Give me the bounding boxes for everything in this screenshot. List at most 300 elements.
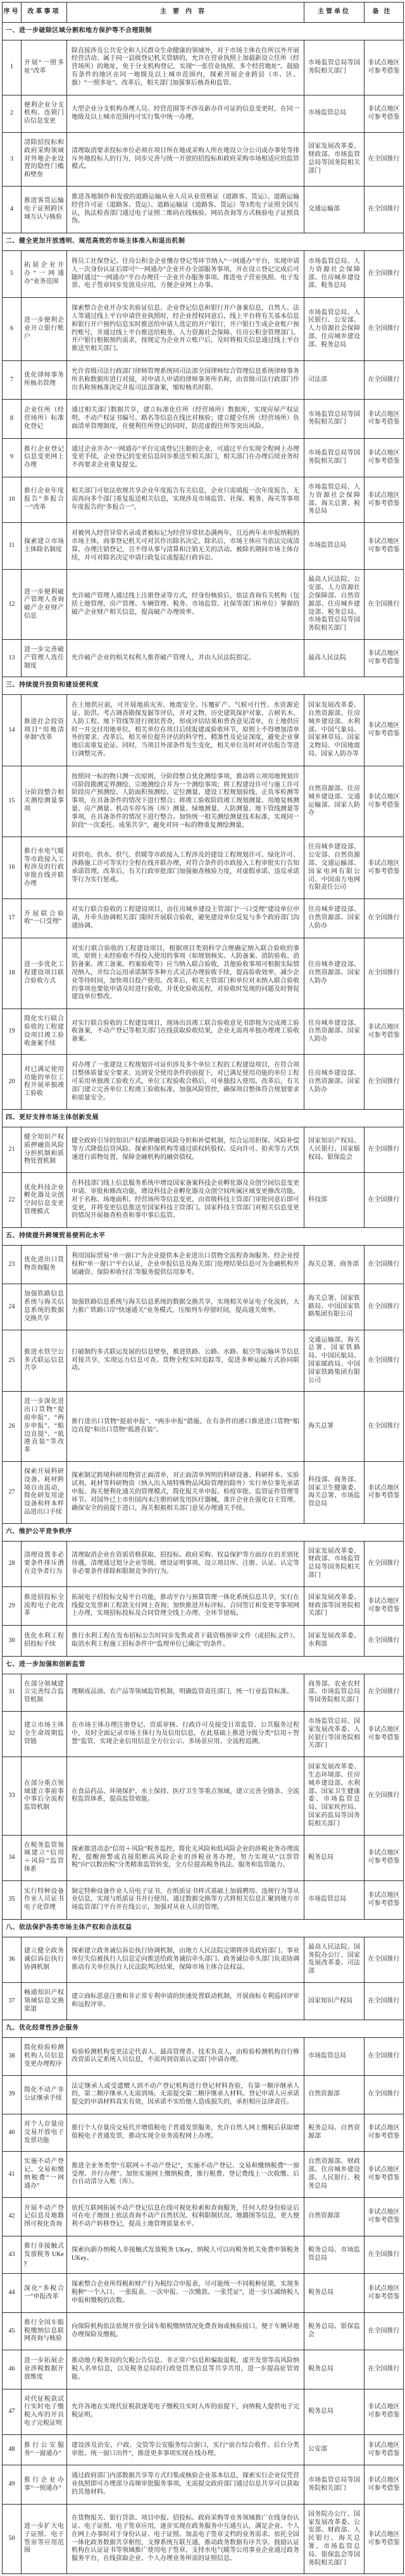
serial-number-cell: 7 (3, 360, 22, 399)
main-content-cell: 利用国际贸易“单一窗口”为企业提供本企业进出口货物全流程查询服务。经企业授权和“单一窗口”平台认证，企业申报信息及海关部门处理结果信息可为金融机构开展融资、保险和收付汇等服务提供信用参考。 (67, 1246, 304, 1284)
header-main-content: 主要内容 (67, 3, 304, 23)
responsible-unit-cell: 国家发展改革委、自然资源部、住房城乡建设部、水利部、中国气象局、国家林草局、国家文物局、中国地震局、国家人防办等 (304, 695, 364, 766)
reform-item-cell: 探索开展科研设备、耗材跨境自由流动，简化研发用途设备和样本样品进出口手续 (22, 1462, 67, 1524)
responsible-unit-cell: 市场监管总局等国务院相关部门 (304, 40, 364, 95)
main-content-cell: 推动地方税务局的欠税公告信息、非正常户信息和骗取退税、虚开发票等高风险纳税人名单信息，以及税务总局的行政处罚类信息等共享共用，进一步提高征管效能。 (67, 2350, 304, 2389)
table-row (3, 1757, 404, 1835)
responsible-unit-cell: 住房城乡建设部、自然资源部、国家人防办 (304, 899, 364, 938)
reform-item-cell: 简化实行联合验收的工程建设项目竣工验收备案手续 (22, 1009, 67, 1055)
responsible-unit-cell: 税务总局 (304, 1835, 364, 1880)
remarks-cell: 在全国推行 (364, 899, 404, 938)
reform-item-cell: 清理设置非必要条件排斥潜在竞争者行为 (22, 1541, 67, 1586)
responsible-unit-cell: 海关总署 (304, 1392, 364, 1462)
reform-item-cell: 开展联合验收“一口受理” (22, 899, 67, 938)
responsible-unit-cell: 市场监管总局、人力资源社会保障部、海关总署、税务总局 (304, 477, 364, 523)
main-content-cell: 健全政府引导的知识产权质押融资风险分担和补偿机制，综合运用担保、风险补偿等方式降低信贷风险。探索担保机构等通过质权转股权、反向许可、拍卖等方式快速进行质物处置，保障金融机构的融资债权。 (67, 1127, 304, 1173)
table-row (3, 1983, 404, 2020)
remarks-cell: 非试点地区可参考借鉴 (364, 640, 404, 677)
header-remarks: 备注 (364, 3, 404, 23)
serial-number-cell: 41 (3, 2152, 22, 2197)
responsible-unit-cell: 税务总局、银保监会 (304, 2312, 364, 2350)
remarks-cell: 在全国推行 (364, 1246, 404, 1284)
responsible-unit-cell: 市场监管总局等国务院相关部门 (304, 438, 364, 477)
table-row (3, 766, 404, 837)
table-row (3, 1173, 404, 1228)
header-serial-number: 序号 (3, 3, 22, 23)
responsible-unit-cell: 市场监管总局 (304, 95, 364, 132)
serial-number-cell: 21 (3, 1127, 22, 1173)
reform-item-cell: 推行公安服务“一窗通办” (22, 2434, 67, 2465)
reform-item-cell: 在税务监管领域建立“信用＋风险”监管体系 (22, 1835, 67, 1880)
responsible-unit-cell: 科技部、商务部、国家卫生健康委、海关总署、市场监管总局 (304, 1462, 364, 1524)
serial-number-cell: 46 (3, 2350, 22, 2389)
main-content-cell: 打破制约多式联运发展的信息壁垒，推进铁路、公路、水路、航空等运输环节信息对接共享，实现运力信息可查、货物全程实时追踪等，促进多种运输方式协同联动。 (67, 1330, 304, 1392)
main-content-cell: 对实行联合验收的工程建设项目，现场出具竣工联合验收意见书即视为完成竣工验收备案，不动产登记等相关部门在线获取验收结果，企业无需再单独办理竣工验收备案。 (67, 1009, 304, 1055)
remarks-cell: 非试点地区可参考借鉴 (364, 766, 404, 837)
table-row (3, 477, 404, 523)
remarks-cell: 非试点地区可参考借鉴 (364, 523, 404, 570)
main-content-cell: 通过政府部门内部数据共享等方式归集或核验企业基本信息，探索实行企业仅凭营业执照即可办理部分高频审批服务事项，无需提交政府部门通过信息共享可以获取的其他材料。 (67, 2465, 304, 2504)
section-row (3, 2020, 404, 2038)
reform-item-cell: 实施不动产登记、交易和缴纳税费“一网通办” (22, 2152, 67, 2197)
section-title: 一、进一步破除区域分割和地方保护等不合理限制 (3, 22, 404, 40)
responsible-unit-cell: 国家知识产权局、人民银行、国家版权局、银保监会 (304, 1127, 364, 1173)
reform-item-cell: 清除招投标和政府采购领域对外地企业设置的隐性门槛和壁垒 (22, 132, 67, 186)
section-title: 六、维护公平竞争秩序 (3, 1523, 404, 1541)
responsible-unit-cell: 国家发展改革委、财政部、市场监管总局等国务院相关部门 (304, 1541, 364, 1586)
main-content-cell: 在土地供应前，可开展地质灾害、地震安全、压覆矿产、气候可行性、水资源论证、防洪、考古调查勘探发掘等评估，并对文物、历史建筑保护对象、古树名木、人防工程、地下管线等进行现状普查，形成评估结果和普查意见清单，在土地供应时一并交付用地单位。相关单位在项目后续报建或验收环节，原则上不得增加清单外的要求。改革后，相关单位提升评估的科学性、精准性及论证深度，避免企业拿地后需重复论证。同时，当项目外部条件发生变化，相关单位及时对评估报告等进行调整完善。 (67, 695, 304, 766)
table-row (3, 640, 404, 677)
serial-number-cell: 33 (3, 1757, 22, 1835)
remarks-cell: 在全国推行 (364, 1330, 404, 1392)
table-body (3, 22, 404, 2574)
section-title: 二、健全更加开放透明、规范高效的市场主体准入和退出机制 (3, 233, 404, 251)
remarks-cell: 非试点地区可参考借鉴 (364, 400, 404, 438)
reform-item-cell: 进一步拓展企业涉税数据开放维度 (22, 2350, 67, 2389)
remarks-cell: 在全国推行 (364, 1626, 404, 1657)
serial-number-cell: 43 (3, 2236, 22, 2274)
remarks-cell: 在全国推行 (364, 1757, 404, 1835)
main-content-cell: 除直接涉及公共安全和人民群众生命健康的领域外，对于市场主体在住所以外开展经营活动、属于同一县级登记机关管辖的，允许在营业执照上加载新设立住所（经营场所）的地址，免于分支机构登记，实现“一张营业执照、多个经营地址”。鼓励有条件的地区在同一地级及以上城市范围内，探索开展企业跨县（市、区、旗）“一照多址”。改革后，相关部门加强事后核查和监管。 (67, 40, 304, 95)
section-title: 四、更好支持市场主体创新发展 (3, 1110, 404, 1127)
main-content-cell: 将员工社保登记、住房公积金企业缴存登记等环节纳入“一网通办”平台，实现申请人一次身份认证后即可“一网通办”企业开办全部服务事项，并在设立登记完成后可随时通过“一网通办”平台办理任一企业开办服务事项。推进电子营业执照、电子发票、电子签章同步发放及应用，方便企业网上办事。 (67, 250, 304, 297)
reform-item-cell: 深化“多税合一”申报改革 (22, 2274, 67, 2312)
remarks-cell: 在全国推行 (364, 1983, 404, 2020)
remarks-cell: 在全国推行 (364, 570, 404, 640)
table-row (3, 2114, 404, 2152)
main-content-cell: 对实行联合验收的工程建设项目，根据项目类别科学合理确定纳入联合验收的事项，原则上未经验收不得投入使用的事项（如规划核实、人防备案、消防验收、消防备案、竣工备案、档案验收等）应当纳入联合验收，其他验收事项可根据实际情况纳入，并综合运用承诺制等多种方式灵活办理验收手续，提高验收效率，减少企业等待时间，加快项目投产使用。改革后，相关主管部门和单位对未纳入联合验收的事项也要依申请及时进行验收，并优化验收流程，对验收时发现的问题及时督促建设单位整改。 (67, 938, 304, 1009)
remarks-cell: 非试点地区可参考借鉴 (364, 837, 404, 899)
remarks-cell: 在全国推行 (364, 1284, 404, 1330)
responsible-unit-cell: 市场监管总局、国家发展改革委、人民银行等国务院相关部门 (304, 1711, 364, 1757)
serial-number-cell: 2 (3, 95, 22, 132)
main-content-cell: 对办理了一张建设工程规划许可证但涉及多个单位工程的工程建设项目，在符合项目整体质量安全要求、达到安全使用条件的前提下，对已满足使用功能的单位工程可采用单独竣工验收方式，单位工程验收合格后，可单独投入使用。改革后，有关部门建立完善单位工程竣工验收标准，加强风险管控，确保项目整体符合规划要求和质量安全。 (67, 1055, 304, 1110)
responsible-unit-cell: 公安部 (304, 2434, 364, 2465)
reform-item-cell: 实行特种设备作业人员证书电子化管理 (22, 1880, 67, 1919)
reform-item-cell: 推行企业登记信息变更网上办理 (22, 438, 67, 477)
responsible-unit-cell: 交通运输部 (304, 186, 364, 233)
reform-item-cell: 优化水利工程招投标手续 (22, 1626, 67, 1657)
serial-number-cell: 12 (3, 570, 22, 640)
responsible-unit-cell: 税务总局 (304, 2350, 364, 2389)
main-content-cell: 相关部门可依法依规共享企业年度报告有关信息，企业只需填报一次年度报告，无需再向多个部门重复报送相关信息，实现涉及市场监管、社保、税务、海关等事项年度报告的“多报合一”。 (67, 477, 304, 523)
reform-item-cell: 探索建立市场主体除名制度 (22, 523, 67, 570)
table-row (3, 899, 404, 938)
reform-item-cell: 推进招投标全流程电子化改革 (22, 1586, 67, 1625)
responsible-unit-cell: 最高人民法院、国务院办公厅、国家发展改革委、司法部 (304, 1937, 364, 1982)
remarks-cell: 非试点地区可参考借鉴 (364, 438, 404, 477)
section-row (3, 1110, 404, 1127)
remarks-cell: 在全国推行 (364, 938, 404, 1009)
responsible-unit-cell: 国家发展改革委、生态环境部、住房城乡建设部、水利部、国家卫生健康委、市场监管总局、国家疾控局、国家药监局等国务院相关部门 (304, 1757, 364, 1835)
serial-number-cell: 38 (3, 2038, 22, 2075)
table-row (3, 2152, 404, 2197)
main-content-cell: 允许破产企业的相关权利人推荐破产管理人，并由人民法院指定。 (67, 640, 304, 677)
serial-number-cell: 6 (3, 298, 22, 361)
main-content-cell: 探索推进动态“信用＋风险”税务监控，简化无风险和低风险企业的涉税业务办理流程，提醒预警或直接阻断高风险企业的涉税业务办理，努力实现从“以票管税”向“以数治税”分类精准监管转变，全方位提高税务执法、服务和监管能力。 (67, 1835, 304, 1880)
remarks-cell: 在全国推行 (364, 360, 404, 399)
remarks-cell: 非试点地区可参考借鉴 (364, 477, 404, 523)
remarks-cell: 在全国推行 (364, 1541, 404, 1586)
responsible-unit-cell: 市场监管总局 (304, 2038, 364, 2075)
section-title: 九、优化经常性涉企服务 (3, 2020, 404, 2038)
table-row (3, 2350, 404, 2389)
serial-number-cell: 32 (3, 1711, 22, 1757)
table-header (3, 3, 404, 23)
reform-item-cell: 建立健全政务诚信诉讼执行协调机制 (22, 1937, 67, 1982)
serial-number-cell: 45 (3, 2312, 22, 2350)
main-content-cell: 清理取消要求投标单位必须在项目所在地或采购人所在地设立分公司或办事处等排斥外地投标人的行为，同步完善与统一开放的招投标和政府采购市场相适应的监管模式。 (67, 132, 304, 186)
responsible-unit-cell: 最高人民法院、公安部、人力资源社会保障部、自然资源部、住房城乡建设部、税务总局、市场监管总局等国务院相关部门 (304, 570, 364, 640)
serial-number-cell: 9 (3, 438, 22, 477)
main-content-cell: 理顺成品油、农产品等领域监管机制，明确监管责任部门，统一行业监管标准。 (67, 1674, 304, 1711)
remarks-cell: 非试点地区可参考借鉴 (364, 2274, 404, 2312)
serial-number-cell: 26 (3, 1392, 22, 1462)
remarks-cell: 非试点地区可参考借鉴 (364, 695, 404, 766)
table-row (3, 837, 404, 899)
table-row (3, 938, 404, 1009)
remarks-cell: 非试点地区可参考借鉴 (364, 1835, 404, 1880)
serial-number-cell: 37 (3, 1983, 22, 2020)
main-content-cell: 在食品药品、环境保护、水土保持、医疗卫生等重点领域，建立完善全链条、全流程监管体系，提高监管效能。 (67, 1757, 304, 1835)
remarks-cell: 非试点地区可参考借鉴 (364, 2389, 404, 2434)
serial-number-cell: 47 (3, 2389, 22, 2434)
main-content-cell: 建设涉及治安、户政、交管等公安服务综合窗口，实行“前台综合收件、后台分类审批、统一窗口出件”，推进更多事项实现在线办理。 (67, 2434, 304, 2465)
serial-number-cell: 20 (3, 1055, 22, 1110)
main-content-cell: 清理取消企业在资质资格获取、招投标、政府采购、权益保护等方面存在的差别化待遇，清理通过划分企业等级、增设证明事项、设立项目库、注册、认证、认定等非必要条件排除和限制竞争的行为。 (67, 1541, 304, 1586)
reform-item-cell: 推行水电气暖等市政接入工程涉及的行政审批在线并联办理 (22, 837, 67, 899)
table-row (3, 695, 404, 766)
serial-number-cell: 50 (3, 2504, 22, 2574)
table-row (3, 2075, 404, 2114)
reform-item-cell: 对已满足使用功能的单位工程开展单独竣工验收 (22, 1055, 67, 1110)
main-content-cell: 拓展电子招投标交易平台功能，推动平台与预算管理一体化系统信息共享，实行在线提交发票和工程款支付网上查询；加快推进开标评标、合同签订和变更等事项网上办理，实现招标投标及合同管理全线上办理、全环节留痕。 (67, 1586, 304, 1625)
serial-number-cell: 16 (3, 837, 22, 899)
responsible-unit-cell: 税务总局、自然资源部 (304, 2114, 364, 2152)
table-row (3, 2312, 404, 2350)
remarks-cell: 非试点地区可参考借鉴 (364, 2465, 404, 2504)
reform-item-cell: 拓展企业开办“一网通办”业务范围 (22, 250, 67, 297)
serial-number-cell: 44 (3, 2274, 22, 2312)
section-title: 五、持续提升跨境贸易便利化水平 (3, 1228, 404, 1246)
table-row (3, 1055, 404, 1110)
reform-item-cell: 优化律师事务所核名管理 (22, 360, 67, 399)
section-row (3, 677, 404, 695)
table-row (3, 2465, 404, 2504)
table-row (3, 1330, 404, 1392)
table-row (3, 1127, 404, 1173)
reform-item-cell: 进一步便利企业开立银行账户 (22, 298, 67, 361)
main-content-cell: 对供电、供水、供气、供暖等市政接入工程涉及的建设工程规划许可、绿化许可、涉路施工许可等实行全程在线并联办理，对符合条件的市政接入工程审批实行告知承诺管理。改革后，有关行政审批部门加强抽查核验力度，对虚假承诺、违反承诺等行为实行惩戒。 (67, 837, 304, 899)
table-row (3, 2389, 404, 2434)
reform-item-cell: 畅通知识产权领域信息交换渠道 (22, 1983, 67, 2020)
table-row (3, 40, 404, 95)
table-row (3, 1835, 404, 1880)
serial-number-cell: 24 (3, 1284, 22, 1330)
table-row (3, 2504, 404, 2574)
main-content-cell: 允许省级司法行政部门律师管理系统同司法部全国律师综合管理信息系统律师事务所名称数据库进行对接，对申请人申请的律师事务所名称，由省级司法行政部门作出名称预核准决定并报司法部备案，缩短核名时限。 (67, 360, 304, 399)
responsible-unit-cell: 税务总局 (304, 2274, 364, 2312)
main-content-cell: 允许各地在实现代征税款逐笔电子缴税且实时入库的前提下，向纳税人提供电子完税证明。 (67, 2389, 304, 2434)
header-responsible-unit: 主管单位 (304, 3, 364, 23)
remarks-cell: 非试点地区可参考借鉴 (364, 1586, 404, 1625)
remarks-cell: 非试点地区可参考借鉴 (364, 2152, 404, 2197)
remarks-cell: 在全国推行 (364, 1127, 404, 1173)
serial-number-cell: 18 (3, 938, 22, 1009)
main-content-cell: 推行水利工程在发布招标公告时同步发售或者下载资格预审文件（或招标文件）。取消水利工程施工招标条件中“监理单位已确定”的条件。 (67, 1626, 304, 1657)
main-content-cell: 在货物报关、银行贷款、项目申报、招投标、政府采购等业务领域推广在线身份认证、电子证照、电子签章应用，逐步实现在政务服务中互通互认，满足企业、个人在网上办事时对于身份认证、电子证照、加盖电子签章文档的业务需求。依托全国一体化政务数据共享枢纽，支撑系统互联互通，推动政务数据有序共享。鼓励认证机构在认证证书等领域推广使用电子签章，支持水电气暖等公用事业企业通过政务服务平台，在线获取企业、个人办理业务所需的证照信息。 (67, 2504, 304, 2574)
main-content-cell: 法定继承人或受遗赠人到不动产登记机构进行登记材料查验，有第一顺序继承人的，第二顺序继承人无需到场，无需提交第二顺序继承人材料。登记申请人应承诺提交的申请材料真实有效，因承诺不实给他人造成损失的，承担相应法律责任。 (67, 2075, 304, 2114)
remarks-cell: 在全国推行 (364, 2350, 404, 2389)
reform-item-cell: 在部分领域建立完善综合监管机制 (22, 1674, 67, 1711)
reform-items-table (2, 2, 404, 2574)
remarks-cell: 在全国推行 (364, 2236, 404, 2274)
responsible-unit-cell: 市场监管总局等国务院相关部门 (304, 2465, 364, 2504)
table-row (3, 523, 404, 570)
header-reform-item: 改革事项 (22, 3, 67, 23)
reform-item-cell: 在部分重点领域建立事前事中事后全流程监管机制 (22, 1757, 67, 1835)
header-row (3, 3, 404, 23)
reform-item-cell: 加强铁路信息系统与海关信息系统的数据交换共享 (22, 1284, 67, 1330)
main-content-cell: 通过企业开办“一网通办”平台完成登记注册的企业，可通过平台实现全程网上办理变更手续，企业登记的变更信息同步推送至相关部门，相关部门在办理后续业务时不再要求企业重复提交。 (67, 438, 304, 477)
table-row (3, 1711, 404, 1757)
responsible-unit-cell: 自然资源部 (304, 2197, 364, 2236)
responsible-unit-cell: 最高人民法院 (304, 640, 364, 677)
remarks-cell: 在全国推行 (364, 2312, 404, 2350)
responsible-unit-cell: 住房城乡建设部、自然资源部、国家人防办 (304, 1009, 364, 1055)
main-content-cell: 对被列入经营异常名录或者被标记为经营异常状态满两年，且近两年未申报纳税的市场主体，商事登记机关可对其作出除名决定。除名后，市场主体应当依法完成清算、办理注销登记，且不得从事与清算和注销无关的活动。被除名期间市场主体存续，并可对除名决定申请行政复议或提起行政诉讼。 (67, 523, 304, 570)
table-row (3, 1674, 404, 1711)
reform-item-cell: 对个人存量房交易开放电子发票功能 (22, 2114, 67, 2152)
main-content-cell: 探索整合企业开办实名验证信息、企业登记信息和银行开户备案信息，自然人、法人等通过线上平台申请营业执照时，经企业授权同意后，线上平台将有关基本信息和银行开户预约信息实时推送给申请人选定的开户银行，开户银行生成企业账户预约账号，并通过线上平台推送给税务、人力资源社会保障、住房公积金管理部门。开户银行根据预约需求，按规定为企业开立账户后，及时将相关信息通过线上平台推送至相关部门。 (67, 298, 304, 361)
reform-item-cell: 推进水铁空公多式联运信息共享 (22, 1330, 67, 1392)
responsible-unit-cell: 国务院办公厅、国家发展改革委、公安部、财政部、人民银行、海关总署、市场监管总局、银保监会等国务院相关部门 (304, 2504, 364, 2574)
reform-item-cell: 推进客货运输电子证照跨区域互认与核验 (22, 186, 67, 233)
responsible-unit-cell: 住房城乡建设部、自然资源部、国家人防办 (304, 1055, 364, 1110)
section-title: 三、持续提升投资和建设便利度 (3, 677, 404, 695)
table-row (3, 570, 404, 640)
main-content-cell: 在市场主体办理注册登记、资质审核、行政许可及接受日常监管、公共服务过程中，及时全面记录市场主体行为及信用信息，在此基础上推进分级分类“信用＋智慧”监管，实现企业信用信息全方位公示、多场景应用、全流程追溯。 (67, 1711, 304, 1757)
remarks-cell: 非试点地区可参考借鉴 (364, 2114, 404, 2152)
reform-item-cell: 健全知识产权质押融资风险分担机制和质物处置机制 (22, 1127, 67, 1173)
serial-number-cell: 30 (3, 1626, 22, 1657)
reform-item-cell: 推进社会投资项目“用地清单制”改革 (22, 695, 67, 766)
responsible-unit-cell: 税务总局、市场监管总局 (304, 2236, 364, 2274)
section-row (3, 22, 404, 40)
reform-item-cell: 分阶段整合相关测绘测量事项 (22, 766, 67, 837)
section-row (3, 1656, 404, 1674)
remarks-cell: 非试点地区可参考借鉴 (364, 1009, 404, 1055)
table-row (3, 1246, 404, 1284)
section-row (3, 1523, 404, 1541)
responsible-unit-cell: 自然资源部、住房城乡建设部、交通运输部、国家人防办 (304, 766, 364, 837)
table-row (3, 2197, 404, 2236)
remarks-cell: 在全国推行 (364, 2038, 404, 2075)
main-content-cell: 探索整合企业所得税和财产行为税综合申报表，尽可能统一不同税种征期，实现多税种“一个入口、一张报表、一次申报、一次缴款、一张凭证”，进一步压减纳税人申报和缴税的次数。 (67, 2274, 304, 2312)
serial-number-cell: 49 (3, 2465, 22, 2504)
serial-number-cell: 13 (3, 640, 22, 677)
responsible-unit-cell: 司法部 (304, 360, 364, 399)
remarks-cell: 在全国推行 (364, 1392, 404, 1462)
serial-number-cell: 14 (3, 695, 22, 766)
serial-number-cell: 3 (3, 132, 22, 186)
main-content-cell: 按照同一标的物只测一次原则，分阶段整合优化测绘事项，推动将立项用地规划许可阶段勘测定界测绘、宗地测绘合并为一个测绘事项；将工程建设许可与施工许可阶段房产预测绘、人防面积预测绘、定位测量、建设工程规划验线、正负零检测等事项，在具备条件的情况下进行整合；将竣工验收阶段竣工规划测量、用地复核测量、房产测量、机动车停车场（库）测量、绿地测量、人防测量、地下管线测量等事项，在具备条件的情况下进行整合。加快统一相关测绘测量技术标准，实现同一阶段“一次委托、成果共享”，避免对同一标的物重复测绘测量。 (67, 766, 304, 837)
responsible-unit-cell: 商务部、农业农村部、市场监管总局等国务院相关部门 (304, 1674, 364, 1711)
responsible-unit-cell: 住房城乡建设部、自然资源部、国家人防办 (304, 938, 364, 1009)
responsible-unit-cell: 科技部 (304, 1173, 364, 1228)
remarks-cell: 非试点地区可参考借鉴 (364, 1711, 404, 1757)
table-row (3, 1880, 404, 1919)
main-content-cell: 允许破产管理人通过线上注册登录等方式，经身份核验后，依法查询有关机构（包括土地管理、房产管理、车辆管理、税务、市场监管、社保等部门和单位）掌握的破产企业财产相关信息，提高破产办理效率。 (67, 570, 304, 640)
main-content-cell: 探索制定跨境科研用物资正面清单，对正面清单列明的科研设备、科研样本、实验试剂、耗材等科研物资（纳入出入境特殊物品风险管理的除外）实行单位事先承诺申报、海关便利化通关的管理模式，简化报关单申报、检疫审批、监管证件管理等环节。对国外已上市但国内未注册的研发用医疗器械，准许企业在强化自主管理、确保安全的前提下进口，海关根据相关部门意见办理通关手续。 (67, 1462, 304, 1524)
responsible-unit-cell: 自然资源部 (304, 2075, 364, 2114)
section-title: 七、进一步加强和创新监管 (3, 1656, 404, 1674)
reform-item-cell: 优化科技企业孵化器及众创空间信息变更管理模式 (22, 1173, 67, 1228)
reform-item-cell: 优化进出口货物查询服务 (22, 1246, 67, 1284)
table-row (3, 2274, 404, 2312)
serial-number-cell: 34 (3, 1835, 22, 1880)
main-content-cell: 检验检测机构变更法定代表人、最高管理者、技术负责人，由检验检测机构自行修改资质认定系统人员信息，不需再到资质认定部门申请办理。 (67, 2038, 304, 2075)
remarks-cell: 非试点地区可参考借鉴 (364, 2197, 404, 2236)
table-row (3, 186, 404, 233)
reform-item-cell: 进一步优化工程建设项目联合验收方式 (22, 938, 67, 1009)
serial-number-cell: 27 (3, 1462, 22, 1524)
remarks-cell: 非试点地区可参考借鉴 (364, 1462, 404, 1524)
remarks-cell: 在全国推行 (364, 1055, 404, 1110)
table-row (3, 1009, 404, 1055)
reform-item-cell: 推行全国车船税缴纳信息联网查询与核验 (22, 2312, 67, 2350)
serial-number-cell: 8 (3, 400, 22, 438)
table-row (3, 95, 404, 132)
reform-item-cell: 进一步深化进出口货物“提前申报”、“两步申报”、“船边直提”、“抵港直装”等改革 (22, 1392, 67, 1462)
responsible-unit-cell: 国家知识产权局 (304, 1983, 364, 2020)
main-content-cell: 推行进出口货物“提前申报”、“两步申报”措施。在有条件的港口推进进口货物“船边直提”和出口货物“抵港直装”。 (67, 1392, 304, 1462)
table-row (3, 1937, 404, 1982)
serial-number-cell: 4 (3, 186, 22, 233)
main-content-cell: 依托互联网拓展不动产登记信息在线可视化检索和查询服务，任何人经身份验证后可在电子地图上依法查询不动产自然状况、权利限制状况、地籍图等信息，更大便利不动产转移登记，提高土地管理质量水平。 (67, 2197, 304, 2236)
main-content-cell: 对实行联合验收的工程建设项目，由住房城乡建设主管部门“一口受理”建设单位申请，并牵头协调相关部门限时开展联合验收，避免建设单位反复与多个政府部门沟通协调。 (67, 899, 304, 938)
reform-item-cell: 推行企业办事“一照通办” (22, 2465, 67, 2504)
responsible-unit-cell: 自然资源部、财政部、住房城乡建设部、人民银行、税务总局 (304, 2152, 364, 2197)
serial-number-cell: 17 (3, 899, 22, 938)
serial-number-cell: 25 (3, 1330, 22, 1392)
responsible-unit-cell: 市场监管总局 (304, 1880, 364, 1919)
section-title: 八、依法保护各类市场主体产权和合法权益 (3, 1920, 404, 1937)
serial-number-cell: 23 (3, 1246, 22, 1284)
table-row (3, 1462, 404, 1524)
table-row (3, 2038, 404, 2075)
main-content-cell: 探索建立政务诚信诉讼执行协调机制，由地方人民法院定期将涉及政府部门、事业单位失信被执行人信息定向推送给政务诚信牵头部门。政务诚信牵头部门负责协调推动有关单位执行人民法院判决结果，保障市场主体合法权益。 (67, 1937, 304, 1982)
table-row (3, 132, 404, 186)
reform-item-cell: 对代征税款试行实时电子缴税入库的开具电子完税证明 (22, 2389, 67, 2434)
responsible-unit-cell: 国家发展改革委、财政部等国务院相关部门 (304, 1586, 364, 1625)
serial-number-cell: 10 (3, 477, 22, 523)
main-content-cell: 推进各地制作和发放的道路运输从业人员从业资格证（道路客、货运）、道路运输经营许可证（道路客、货运）、道路运输证（道路客、货运）等3类电子证照全国互认，执法检查部门通过电子证照二维码在线核验、网站查询等方式核验电子证照真伪。 (67, 186, 304, 233)
serial-number-cell: 39 (3, 2075, 22, 2114)
remarks-cell: 在全国推行 (364, 250, 404, 297)
main-content-cell: 向保险机构依法依规开放全国车船税缴纳情况免费查询或核验接口，便于车辆异地办理保险及缴税。 (67, 2312, 304, 2350)
table-row (3, 1284, 404, 1330)
serial-number-cell: 35 (3, 1880, 22, 1919)
section-row (3, 1228, 404, 1246)
responsible-unit-cell: 市场监管总局等国务院相关部门 (304, 400, 364, 438)
reform-item-cell: 简化检验检测机构人员信息变更办理程序 (22, 2038, 67, 2075)
responsible-unit-cell: 交通运输部、海关总署、国家铁路局、中国民航局、国家邮政局、中国国家铁路集团有限公司 (304, 1330, 364, 1392)
reform-item-cell: 进一步扩大电子证照、电子签章等应用范围 (22, 2504, 67, 2574)
serial-number-cell: 15 (3, 766, 22, 837)
main-content-cell: 推进全业务类型“互联网＋不动产登记”，实施不动产登记、交易和缴纳税费“一窗受理、并行办理”。加快实施网上缴纳税费，推行税费、登记费线上一次收缴、后台自动清分入账（库）。 (67, 2152, 304, 2197)
serial-number-cell: 1 (3, 40, 22, 95)
main-content-cell: 建立商标恶意注册和非正常专利申请的快速处置联动机制，开展商标专利巡回评审和远程评审。 (67, 1983, 304, 2020)
reform-item-cell: 进一步完善破产管理人选任制度 (22, 640, 67, 677)
main-content-cell: 制定特种设备作业人员电子证书，在纸质证书样式基础上加载聘用、违规行为等从业信息，实现与纸质证书并行使用。通过数据交换等方式将相关信息汇聚到地方市场监管部门平台并在线公示，加强对从业人员的管理。 (67, 1880, 304, 1919)
responsible-unit-cell: 市场监管总局、人力资源社会保障部、住房城乡建设部、税务总局 (304, 250, 364, 297)
reform-item-cell: 推行企业年度报告“多报合一”改革 (22, 477, 67, 523)
reform-item-cell: 开展不动产登记信息及地籍图可视化查询 (22, 2197, 67, 2236)
remarks-cell: 在全国推行 (364, 298, 404, 361)
table-row (3, 1541, 404, 1586)
table-row (3, 1626, 404, 1657)
remarks-cell: 非试点地区可参考借鉴 (364, 1880, 404, 1919)
reform-item-cell: 便利企业分支机构、连锁门店信息变更 (22, 95, 67, 132)
serial-number-cell: 28 (3, 1541, 22, 1586)
remarks-cell: 在全国推行 (364, 186, 404, 233)
remarks-cell: 在全国推行 (364, 1674, 404, 1711)
remarks-cell: 在全国推行 (364, 1173, 404, 1228)
table-row (3, 400, 404, 438)
responsible-unit-cell: 市场监管总局 (304, 523, 364, 570)
main-content-cell: 推行个人存量房交易代开增值税电子普通发票服务，允许自然人网上缴税后获取增值税电子普通发票，推动实现全业务流程网上办理。 (67, 2114, 304, 2152)
table-row (3, 298, 404, 361)
serial-number-cell: 5 (3, 250, 22, 297)
reform-item-cell: 开展“一照多址”改革 (22, 40, 67, 95)
main-content-cell: 加强铁路信息系统与海关信息系统的数据交换共享，实现相关单证电子化流转，大力推广铁路口岸“快速通关”业务模式，压缩列车停留时间，提高通关效率。 (67, 1284, 304, 1330)
remarks-cell: 在全国推行 (364, 1937, 404, 1982)
table-row (3, 438, 404, 477)
serial-number-cell: 19 (3, 1009, 22, 1055)
responsible-unit-cell: 住房城乡建设部、公安部、自然资源部、交通运输部、国家电网有限公司、中国南方电网有限责任公司 (304, 837, 364, 899)
serial-number-cell: 48 (3, 2434, 22, 2465)
remarks-cell: 在全国推行 (364, 132, 404, 186)
reform-item-cell: 进一步便利破产管理人查询破产企业财产信息 (22, 570, 67, 640)
table-row (3, 1392, 404, 1462)
main-content-cell: 在科技部门线上信息服务系统中增设国家备案科技企业孵化器及众创空间信息变更申请、审批和修改功能，增设科技企业孵化器及众创空间所属区域变更修改功能。对于名称、场地面积、经营场所等信息变更，由省级科技主管部门审批同意后即可变更，并将变更信息推送至国家科技主管部门。国家科技主管部门对相关信息变更的情况开展抽查检查和事中事后监管。 (67, 1173, 304, 1228)
reform-item-cell: 企业住所（经营场所）标准化登记 (22, 400, 67, 438)
table-row (3, 360, 404, 399)
responsible-unit-cell: 税务总局 (304, 2389, 364, 2434)
main-content-cell: 大型企业分支机构办理人员、经营范围等不涉及新办许可证的信息变更时，在同一地级及以上城市范围内可实行集中统一办理。 (67, 95, 304, 132)
responsible-unit-cell: 国家发展改革委、水利部 (304, 1626, 364, 1657)
